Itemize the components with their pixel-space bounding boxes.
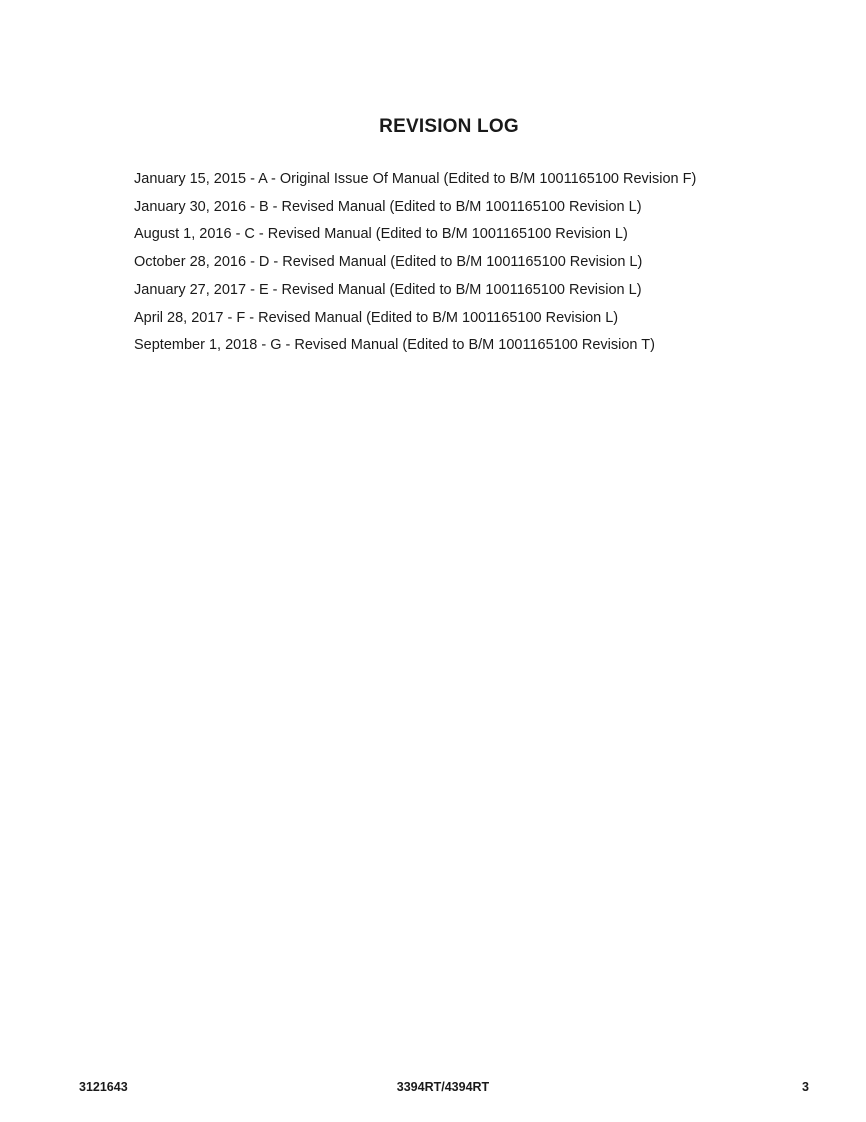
revision-entry: January 15, 2015 - A - Original Issue Of Manual (Edited to B/M 1001165100 Revision F) [134, 171, 697, 187]
footer-doc-number: 3121643 [79, 1080, 128, 1094]
revision-entry: August 1, 2016 - C - Revised Manual (Edited to B/M 1001165100 Revision L) [134, 226, 628, 243]
revision-entry: January 27, 2017 - E - Revised Manual (Edited to B/M 1001165100 Revision L) [134, 281, 642, 298]
footer-model: 3394RT/4394RT [396, 1080, 490, 1094]
revision-log-list [134, 166, 696, 360]
page-title: REVISION LOG [379, 116, 519, 137]
revision-entry: September 1, 2018 - G - Revised Manual (Edited to B/M 1001165100 Revision T) [134, 337, 655, 354]
revision-entry: January 30, 2016 - B - Revised Manual (Edited to B/M 1001165100 Revision L) [134, 198, 642, 215]
footer-page-number: 3 [802, 1080, 809, 1094]
revision-entry: October 28, 2016 - D - Revised Manual (Edited to B/M 1001165100 Revision L) [134, 254, 643, 271]
revision-entry: April 28, 2017 - F - Revised Manual (Edited to B/M 1001165100 Revision L) [134, 309, 619, 326]
